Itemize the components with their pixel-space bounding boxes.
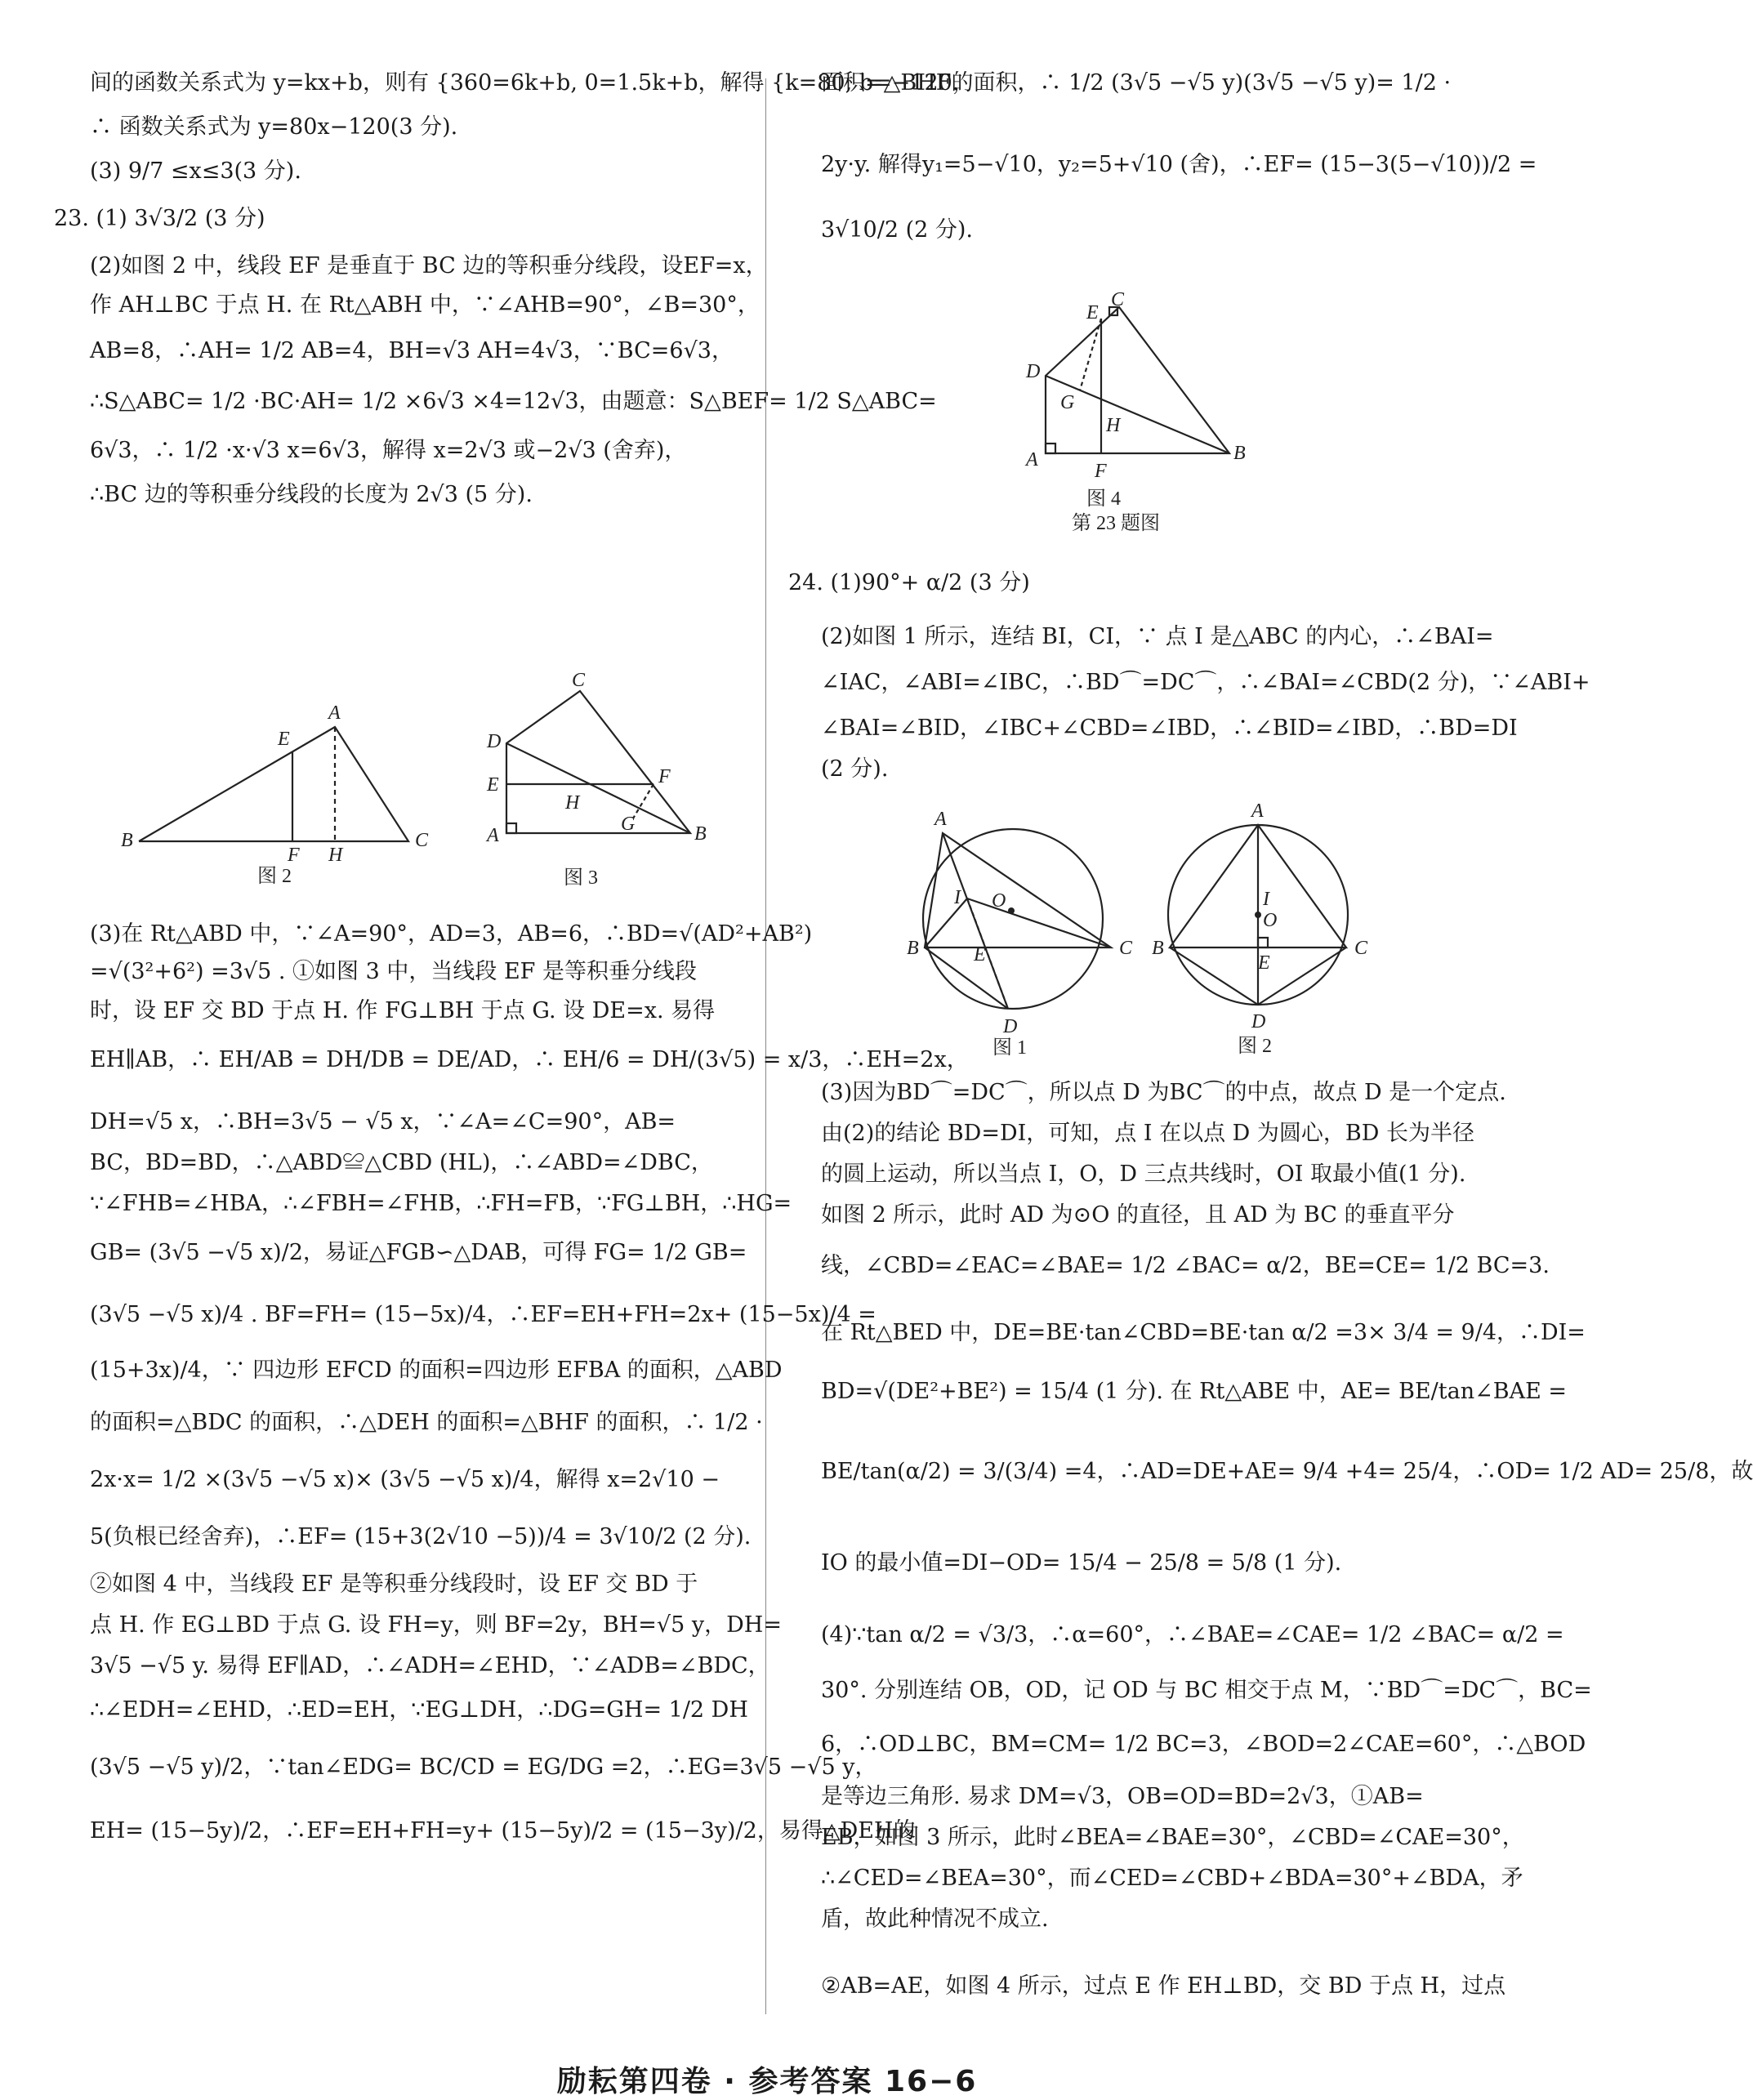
text-line: 间的函数关系式为 y=kx+b，则有 {360=6k+b, 0=1.5k+b，解得 {k=80, b=−120， <box>90 70 975 96</box>
text-line: 线，∠CBD=∠EAC=∠BAE= 1/2 ∠BAC= α/2，BE=CE= 1/2 BC=3. <box>821 1253 1550 1278</box>
figure-label: B <box>1152 938 1164 959</box>
figure-label: D <box>1003 1016 1018 1037</box>
text-line: 作 AH⊥BC 于点 H. 在 Rt△ABH 中，∵∠AHB=90°，∠B=30°， <box>90 292 760 318</box>
figure-label: D <box>1251 1011 1266 1032</box>
text-line: 盾，故此种情况不成立. <box>821 1906 1049 1932</box>
figure-caption: 图 4 <box>1086 488 1121 510</box>
figure-label: I <box>1263 889 1269 910</box>
text-line: 点 H. 作 EG⊥BD 于点 G. 设 FH=y，则 BF=2y，BH=√5 y，DH= <box>90 1612 782 1638</box>
text-line: ∴BC 边的等积垂分线段的长度为 2√3 (5 分). <box>90 482 533 507</box>
text-line: 2x·x= 1/2 ×(3√5 −√5 x)× (3√5 −√5 x)/4，解得 x=2√10 − <box>90 1467 720 1492</box>
figure-label: G <box>621 814 636 835</box>
text-line: ②如图 4 中，当线段 EF 是等积垂分线段时，设 EF 交 BD 于 <box>90 1572 698 1597</box>
text-line: EH∥AB，∴ EH/AB = DH/DB = DE/AD，∴ EH/6 = DH/(3√5) = x/3，∴EH=2x， <box>90 1047 969 1072</box>
figure-3 <box>474 670 719 898</box>
text-line: (15+3x)/4，∵ 四边形 EFCD 的面积=四边形 EFBA 的面积，△ABD <box>90 1358 783 1383</box>
figure-label: F <box>288 845 300 866</box>
figure-label: H <box>565 792 580 814</box>
figure-label: C <box>1354 938 1368 959</box>
text-line: 6√3，∴ 1/2 ·x·√3 x=6√3，解得 x=2√3 或−2√3 (舍弃)， <box>90 438 687 463</box>
figure-label: O <box>992 890 1006 912</box>
figure-label: D <box>487 731 502 752</box>
text-line: BE/tan(α/2) = 3/(3/4) =4，∴AD=DE+AE= 9/4 +4= 25/4，∴OD= 1/2 AD= 25/8，故 <box>821 1459 1753 1484</box>
text-line: GB= (3√5 −√5 x)/2，易证△FGB∽△DAB，可得 FG= 1/2 GB= <box>90 1240 747 1265</box>
figure-label: C <box>572 670 586 691</box>
figure-label: H <box>328 845 343 866</box>
figure-label: E <box>1258 952 1270 974</box>
figure-label: A <box>1026 449 1038 470</box>
text-line: 在 Rt△BED 中，DE=BE·tan∠CBD=BE·tan α/2 =3× 3/4 = 9/4，∴DI= <box>821 1320 1586 1345</box>
text-line: ②AB=AE，如图 4 所示，过点 E 作 EH⊥BD，交 BD 于点 H，过点 <box>821 1973 1506 1999</box>
figure-label: G <box>1060 392 1075 413</box>
figure-label: C <box>1119 938 1133 959</box>
text-line: 面积=△BHF的面积，∴ 1/2 (3√5 −√5 y)(3√5 −√5 y)= 1/2 · <box>821 70 1452 96</box>
figure-label: F <box>658 766 671 787</box>
figure-caption: 图 2 <box>257 866 292 887</box>
text-line: 6，∴OD⊥BC，BM=CM= 1/2 BC=3，∠BOD=2∠CAE=60°，∴△BOD <box>821 1732 1586 1757</box>
text-line: ∴S△ABC= 1/2 ·BC·AH= 1/2 ×6√3 ×4=12√3，由题意：S△BEF= 1/2 S△ABC= <box>90 389 937 414</box>
figure-label: C <box>1111 289 1125 310</box>
text-line: ∴∠CED=∠BEA=30°，而∠CED=∠CBD+∠BDA=30°+∠BDA，矛 <box>821 1866 1523 1891</box>
figure-label: B <box>907 938 919 959</box>
text-line: ∴∠EDH=∠EHD，∴ED=EH，∵EG⊥DH，∴DG=GH= 1/2 DH <box>90 1697 748 1723</box>
text-line: AB=8，∴AH= 1/2 AB=4，BH=√3 AH=4√3，∵BC=6√3， <box>90 338 734 363</box>
text-line: IO 的最小值=DI−OD= 15/4 − 25/8 = 5/8 (1 分). <box>821 1550 1342 1576</box>
figure-label: A <box>934 809 947 830</box>
text-line: 3√5 −√5 y. 易得 EF∥AD，∴∠ADH=∠EHD，∵∠ADB=∠BDC， <box>90 1653 770 1679</box>
text-line: ∵∠FHB=∠HBA，∴∠FBH=∠FHB，∴FH=FB，∵FG⊥BH，∴HG= <box>90 1191 792 1216</box>
column-divider <box>765 78 766 2014</box>
text-line: =√(3²+6²) =3√5 . ①如图 3 中，当线段 EF 是等积垂分线段 <box>90 959 697 984</box>
figure-label: I <box>954 887 961 908</box>
figure-subcaption: 第 23 题图 <box>1072 513 1160 534</box>
figure-label: D <box>1026 361 1041 382</box>
text-line: (4)∵tan α/2 = √3/3，∴α=60°，∴∠BAE=∠CAE= 1/2 ∠BAC= α/2 = <box>821 1622 1564 1647</box>
text-line: BD=√(DE²+BE²) = 15/4 (1 分). 在 Rt△ABE 中，AE= BE/tan∠BAE = <box>821 1379 1567 1404</box>
text-line: (2)如图 1 所示，连结 BI，CI，∵ 点 I 是△ABC 的内心，∴∠BAI= <box>821 624 1494 649</box>
text-line: 5(负根已经舍弃)，∴EF= (15+3(2√10 −5))/4 = 3√10/2 (2 分). <box>90 1524 752 1549</box>
text-line: ∠IAC，∠ABI=∠IBC，∴BD⌒=DC⌒，∴∠BAI=∠CBD(2 分)，∵∠ABI+ <box>821 670 1590 695</box>
figure-caption: 图 1 <box>992 1037 1027 1059</box>
text-line: BC，BD=BD，∴△ABD≌△CBD (HL)，∴∠ABD=∠DBC， <box>90 1150 713 1175</box>
text-line: EH= (15−5y)/2，∴EF=EH+FH=y+ (15−5y)/2 = (15−3y)/2，易得△DEH的 <box>90 1818 916 1844</box>
text-line: 的面积=△BDC 的面积，∴△DEH 的面积=△BHF 的面积，∴ 1/2 · <box>90 1410 763 1435</box>
figure-label: E <box>487 774 499 796</box>
text-line: 2y·y. 解得y₁=5−√10，y₂=5+√10 (舍)，∴EF= (15−3(5−√10))/2 = <box>821 152 1537 177</box>
text-line: (3√5 −√5 x)/4 . BF=FH= (15−5x)/4，∴EF=EH+FH=2x+ (15−5x)/4 = <box>90 1302 876 1327</box>
figure-label: H <box>1106 415 1121 436</box>
text-line: (3)在 Rt△ABD 中，∵∠A=90°，AD=3，AB=6，∴BD=√(AD²+AB²) <box>90 921 813 947</box>
circle-figure-1 <box>907 792 1152 1062</box>
figure-label: A <box>1251 800 1264 822</box>
figure-label: O <box>1263 910 1278 931</box>
figure-label: B <box>1233 443 1246 464</box>
text-line: 30°. 分别连结 OB，OD，记 OD 与 BC 相交于点 M，∵BD⌒=DC⌒，BC= <box>821 1678 1592 1703</box>
figure-label: A <box>487 825 499 846</box>
text-line: ∠BAI=∠BID，∠IBC+∠CBD=∠IBD，∴∠BID=∠IBD，∴BD=DI <box>821 716 1518 741</box>
figure-2 <box>114 686 457 898</box>
figure-label: E <box>974 944 986 965</box>
question-23-heading: 23. (1) 3√3/2 (3 分) <box>54 206 265 231</box>
figure-label: E <box>1086 302 1099 323</box>
text-line: (2)如图 2 中，线段 EF 是垂直于 BC 边的等积垂分线段，设EF=x， <box>90 253 768 279</box>
text-line: 时，设 EF 交 BD 于点 H. 作 FG⊥BH 于点 G. 设 DE=x. 易得 <box>90 998 716 1023</box>
text-line: 的圆上运动，所以当点 I，O，D 三点共线时，OI 取最小值(1 分). <box>821 1161 1466 1187</box>
circle-figure-2 <box>1152 792 1397 1062</box>
text-line: (3) 9/7 ≤x≤3(3 分). <box>90 158 301 184</box>
text-line: (3)因为BD⌒=DC⌒，所以点 D 为BC⌒的中点，故点 D 是一个定点. <box>821 1080 1506 1105</box>
figure-caption: 图 2 <box>1238 1036 1272 1057</box>
text-line: (2 分). <box>821 756 889 782</box>
text-line: EB，如图 3 所示，此时∠BEA=∠BAE=30°，∠CBD=∠CAE=30°， <box>821 1825 1524 1850</box>
figure-4 <box>1013 286 1291 547</box>
figure-label: B <box>694 823 707 845</box>
text-line: (3√5 −√5 y)/2，∵tan∠EDG= BC/CD = EG/DG =2，∴EG=3√5 −√5 y， <box>90 1754 877 1780</box>
figure-label: A <box>328 702 341 724</box>
page-footer: 励耘第四卷 · 参考答案 16−6 <box>556 2065 978 2098</box>
text-line: 如图 2 所示，此时 AD 为⊙O 的直径，且 AD 为 BC 的垂直平分 <box>821 1202 1455 1228</box>
figure-label: F <box>1095 461 1107 482</box>
figure-label: C <box>415 830 429 851</box>
text-line: DH=√5 x，∴BH=3√5 − √5 x，∵∠A=∠C=90°，AB= <box>90 1109 676 1135</box>
text-line: ∴ 函数关系式为 y=80x−120(3 分). <box>90 114 458 140</box>
question-24-heading: 24. (1)90°+ α/2 (3 分) <box>788 570 1030 595</box>
text-line: 3√10/2 (2 分). <box>821 217 974 243</box>
figure-caption: 图 3 <box>564 867 598 889</box>
figure-label: E <box>278 729 290 750</box>
text-line: 由(2)的结论 BD=DI，可知，点 I 在以点 D 为圆心，BD 长为半径 <box>821 1121 1474 1146</box>
text-line: 是等边三角形. 易求 DM=√3，OB=OD=BD=2√3，①AB= <box>821 1784 1424 1809</box>
figure-label: B <box>121 830 133 851</box>
